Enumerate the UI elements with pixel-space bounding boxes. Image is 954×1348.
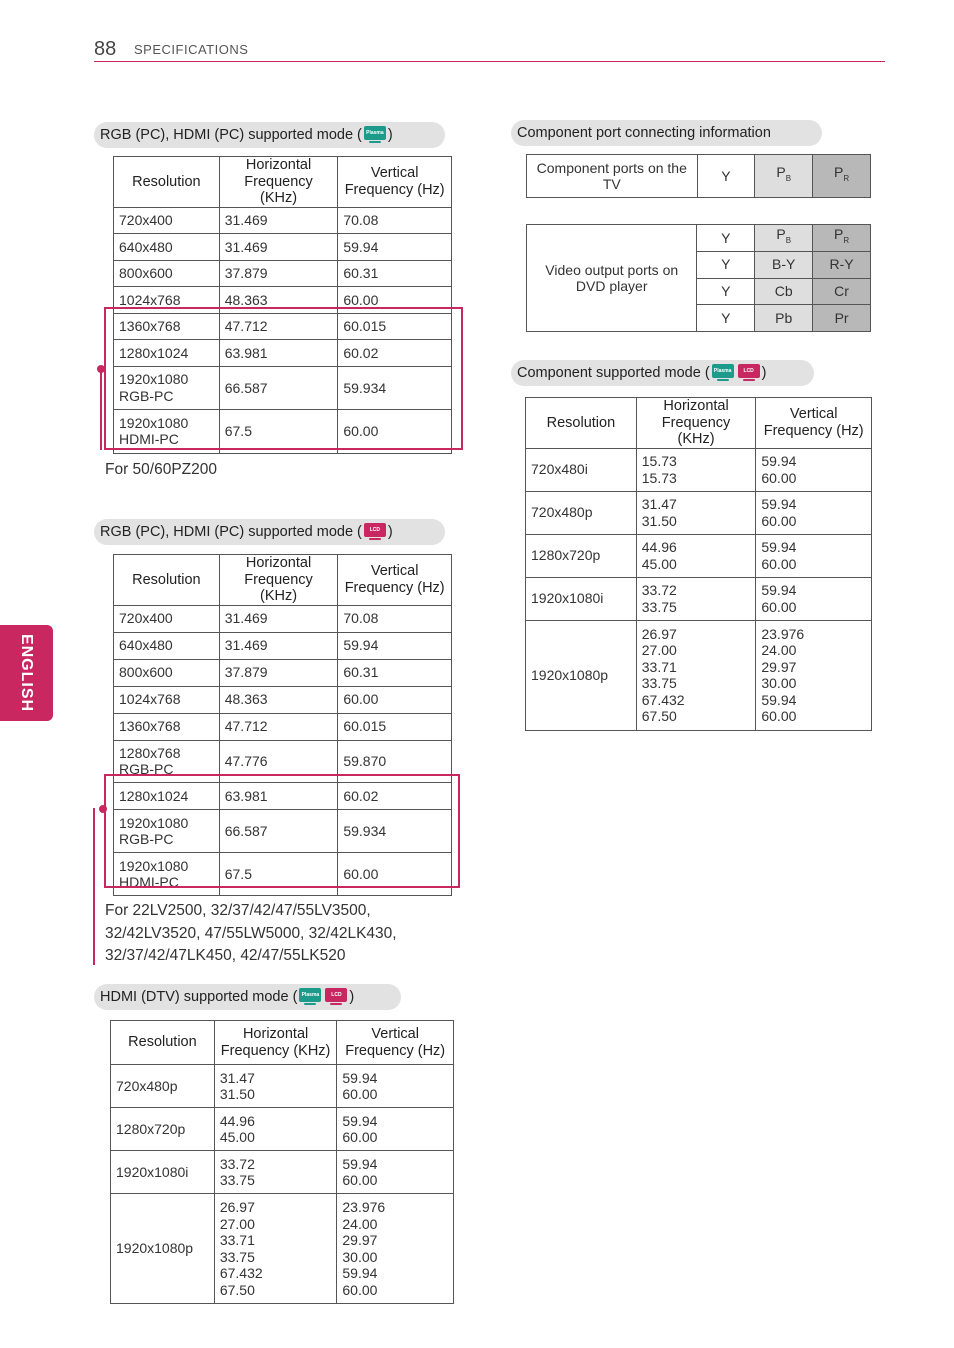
cell-horizontal-frequency: 26.97 27.00 33.71 33.75 67.432 67.50 <box>636 620 756 730</box>
highlight-connector <box>100 368 102 450</box>
component-dvd-table <box>526 224 871 332</box>
cell-resolution: 1920x1080 HDMI-PC <box>114 410 220 454</box>
language-tab <box>0 625 53 721</box>
cell-resolution: 1280x768 RGB-PC <box>114 740 220 783</box>
component-mode-title-pill <box>511 360 814 386</box>
cell-vertical-frequency: 60.31 <box>338 659 452 686</box>
cell-resolution: 800x600 <box>114 260 220 287</box>
table-row <box>526 491 872 534</box>
cell-vertical-frequency: 59.870 <box>338 740 452 783</box>
cell-resolution: 720x480p <box>111 1065 215 1108</box>
col-header-resolution: Resolution <box>114 555 220 606</box>
cell-vertical-frequency: 23.976 24.00 29.97 30.00 59.94 60.00 <box>337 1194 454 1304</box>
cell-vertical-frequency: 59.94 <box>338 632 452 659</box>
language-tab-label: ENGLISH <box>18 633 35 713</box>
table-row <box>114 234 452 261</box>
cell-resolution: 720x480i <box>526 448 637 491</box>
hdmi-dtv-rows <box>111 1065 454 1304</box>
cell-horizontal-frequency: 63.981 <box>219 783 338 810</box>
rgb-plasma-title-pill <box>94 122 445 148</box>
cell-vertical-frequency: 60.00 <box>338 287 452 314</box>
tv-port-pr: $P_R$ <box>813 155 871 198</box>
cell-vertical-frequency: 23.976 24.00 29.97 30.00 59.94 60.00 <box>756 620 872 730</box>
table-row <box>111 1194 454 1304</box>
cell-resolution: 720x400 <box>114 207 220 234</box>
component-tv-table <box>526 154 871 198</box>
table-row <box>526 448 872 491</box>
cell-vertical-frequency: 60.00 <box>338 853 452 896</box>
dvd-ports-label: Video output ports on DVD player <box>527 225 697 332</box>
cell-resolution: 1920x1080p <box>111 1194 215 1304</box>
cell-horizontal-frequency: 48.363 <box>219 686 338 713</box>
col-header-vertical: Vertical Frequency (Hz) <box>337 1021 454 1065</box>
dvd-cell: Cb <box>755 278 813 305</box>
plasma-tv-icon: Plasma <box>712 364 734 382</box>
table-row <box>114 632 452 659</box>
cell-vertical-frequency: 59.934 <box>338 810 452 853</box>
dvd-cell: Y <box>697 251 755 278</box>
table-row <box>111 1151 454 1194</box>
dvd-cell: R-Y <box>813 251 871 278</box>
cell-vertical-frequency: 60.00 <box>338 686 452 713</box>
cell-horizontal-frequency: 47.712 <box>219 713 338 740</box>
cell-vertical-frequency: 59.94 60.00 <box>756 448 872 491</box>
component-mode-table <box>525 397 872 731</box>
component-port-title: Component port connecting information <box>517 125 771 141</box>
col-header-horizontal: Horizontal Frequency (KHz) <box>219 555 338 606</box>
tv-port-y: Y <box>697 155 755 198</box>
table-row <box>526 620 872 730</box>
rgb-lcd-highlight <box>104 774 460 888</box>
cell-horizontal-frequency: 31.469 <box>219 207 338 234</box>
page-number: 88 <box>94 38 117 60</box>
cell-resolution: 1280x720p <box>111 1108 215 1151</box>
cell-resolution: 800x600 <box>114 659 220 686</box>
cell-resolution: 1920x1080i <box>111 1151 215 1194</box>
cell-resolution: 1280x1024 <box>114 783 220 810</box>
component-port-title-pill <box>511 120 822 146</box>
col-header-vertical: Vertical Frequency (Hz) <box>756 398 872 449</box>
col-header-resolution: Resolution <box>526 398 637 449</box>
table-row <box>111 1108 454 1151</box>
cell-vertical-frequency: 70.08 <box>338 207 452 234</box>
cell-resolution: 640x480 <box>114 234 220 261</box>
title-close-paren: ) <box>387 127 393 143</box>
cell-vertical-frequency: 70.08 <box>338 605 452 632</box>
cell-horizontal-frequency: 31.47 31.50 <box>636 491 756 534</box>
cell-horizontal-frequency: 44.96 45.00 <box>214 1108 337 1151</box>
title-close-paren: ) <box>349 989 355 1005</box>
table-row <box>526 534 872 577</box>
cell-vertical-frequency: 60.02 <box>338 783 452 810</box>
cell-resolution: 1360x768 <box>114 313 220 340</box>
table-row <box>111 1065 454 1108</box>
tv-port-pb: $P_B$ <box>755 155 813 198</box>
cell-vertical-frequency: 60.015 <box>338 713 452 740</box>
cell-horizontal-frequency: 15.73 15.73 <box>636 448 756 491</box>
table-row <box>114 686 452 713</box>
col-header-horizontal: Horizontal Frequency (KHz) <box>214 1021 337 1065</box>
cell-vertical-frequency: 59.94 60.00 <box>337 1108 454 1151</box>
table-row <box>114 207 452 234</box>
col-header-horizontal: Horizontal Frequency (KHz) <box>636 398 756 449</box>
cell-resolution: 1920x1080i <box>526 577 637 620</box>
col-header-resolution: Resolution <box>111 1021 215 1065</box>
dvd-cell: $P_B$ <box>755 225 813 252</box>
lcd-tv-icon: LCD <box>738 364 760 382</box>
cell-resolution: 720x480p <box>526 491 637 534</box>
table-row <box>114 659 452 686</box>
cell-vertical-frequency: 59.94 60.00 <box>756 534 872 577</box>
cell-horizontal-frequency: 48.363 <box>219 287 338 314</box>
title-close-paren: ) <box>761 365 767 381</box>
cell-resolution: 1024x768 <box>114 287 220 314</box>
highlight-dot <box>99 805 107 813</box>
cell-vertical-frequency: 59.94 60.00 <box>756 577 872 620</box>
cell-horizontal-frequency: 31.469 <box>219 605 338 632</box>
cell-resolution: 1920x1080 RGB-PC <box>114 366 220 410</box>
dvd-cell: B-Y <box>755 251 813 278</box>
cell-vertical-frequency: 59.94 60.00 <box>337 1151 454 1194</box>
cell-horizontal-frequency: 37.879 <box>219 260 338 287</box>
cell-resolution: 1920x1080p <box>526 620 637 730</box>
lcd-tv-icon: LCD <box>325 988 347 1006</box>
dvd-cell: Pb <box>755 305 813 332</box>
cell-horizontal-frequency: 33.72 33.75 <box>636 577 756 620</box>
cell-horizontal-frequency: 26.97 27.00 33.71 33.75 67.432 67.50 <box>214 1194 337 1304</box>
cell-resolution: 640x480 <box>114 632 220 659</box>
table-row <box>114 260 452 287</box>
cell-horizontal-frequency: 31.469 <box>219 632 338 659</box>
cell-horizontal-frequency: 67.5 <box>219 410 338 454</box>
cell-resolution: 1280x1024 <box>114 340 220 367</box>
lcd-tv-icon: LCD <box>364 523 386 541</box>
col-header-vertical: Vertical Frequency (Hz) <box>338 157 452 208</box>
highlight-dot <box>97 365 105 373</box>
rgb-lcd-title: RGB (PC), HDMI (PC) supported mode ( <box>100 524 362 540</box>
cell-horizontal-frequency: 37.879 <box>219 659 338 686</box>
cell-horizontal-frequency: 44.96 45.00 <box>636 534 756 577</box>
table-row <box>114 713 452 740</box>
cell-vertical-frequency: 59.94 60.00 <box>337 1065 454 1108</box>
cell-horizontal-frequency: 47.712 <box>219 313 338 340</box>
plasma-tv-icon: Plasma <box>364 126 386 144</box>
dvd-cell: Y <box>697 225 755 252</box>
section-title: SPECIFICATIONS <box>134 42 249 57</box>
cell-vertical-frequency: 60.00 <box>338 410 452 454</box>
cell-horizontal-frequency: 31.469 <box>219 234 338 261</box>
dvd-cell: Pr <box>813 305 871 332</box>
table-row <box>526 577 872 620</box>
cell-vertical-frequency: 60.015 <box>338 313 452 340</box>
cell-resolution: 1024x768 <box>114 686 220 713</box>
hdmi-dtv-table <box>110 1020 454 1304</box>
cell-horizontal-frequency: 47.776 <box>219 740 338 783</box>
cell-resolution: 1920x1080 RGB-PC <box>114 810 220 853</box>
highlight-connector <box>93 808 95 965</box>
cell-horizontal-frequency: 33.72 33.75 <box>214 1151 337 1194</box>
rgb-lcd-note: For 22LV2500, 32/37/42/47/55LV3500, 32/42LV3520, 47/55LW5000, 32/42LK430, 32/37/42/47LK450, 42/47/55LK520 <box>105 902 397 964</box>
cell-horizontal-frequency: 66.587 <box>219 366 338 410</box>
rgb-plasma-note: For 50/60PZ200 <box>105 461 218 478</box>
plasma-tv-icon: Plasma <box>299 988 321 1006</box>
dvd-cell: Y <box>697 305 755 332</box>
rgb-lcd-title-pill <box>94 519 445 545</box>
hdmi-dtv-title: HDMI (DTV) supported mode ( <box>100 989 298 1005</box>
cell-vertical-frequency: 60.02 <box>338 340 452 367</box>
cell-vertical-frequency: 60.31 <box>338 260 452 287</box>
hdmi-dtv-title-pill <box>94 984 401 1010</box>
cell-vertical-frequency: 59.94 60.00 <box>756 491 872 534</box>
component-mode-rows <box>526 448 872 730</box>
dvd-cell: $P_R$ <box>813 225 871 252</box>
cell-horizontal-frequency: 63.981 <box>219 340 338 367</box>
cell-resolution: 1920x1080 HDMI-PC <box>114 853 220 896</box>
cell-vertical-frequency: 59.94 <box>338 234 452 261</box>
rgb-plasma-highlight <box>104 307 463 450</box>
header-divider <box>94 61 885 62</box>
cell-resolution: 1360x768 <box>114 713 220 740</box>
component-mode-title: Component supported mode ( <box>517 365 710 381</box>
cell-horizontal-frequency: 66.587 <box>219 810 338 853</box>
dvd-cell: Y <box>697 278 755 305</box>
col-header-vertical: Vertical Frequency (Hz) <box>338 555 452 606</box>
tv-ports-label: Component ports on the TV <box>527 155 698 198</box>
col-header-resolution: Resolution <box>114 157 220 208</box>
rgb-plasma-title: RGB (PC), HDMI (PC) supported mode ( <box>100 127 362 143</box>
title-close-paren: ) <box>387 524 393 540</box>
col-header-horizontal: Horizontal Frequency (KHz) <box>219 157 338 208</box>
cell-vertical-frequency: 59.934 <box>338 366 452 410</box>
cell-resolution: 720x400 <box>114 605 220 632</box>
dvd-cell: Cr <box>813 278 871 305</box>
cell-horizontal-frequency: 67.5 <box>219 853 338 896</box>
cell-resolution: 1280x720p <box>526 534 637 577</box>
cell-horizontal-frequency: 31.47 31.50 <box>214 1065 337 1108</box>
table-row <box>114 605 452 632</box>
